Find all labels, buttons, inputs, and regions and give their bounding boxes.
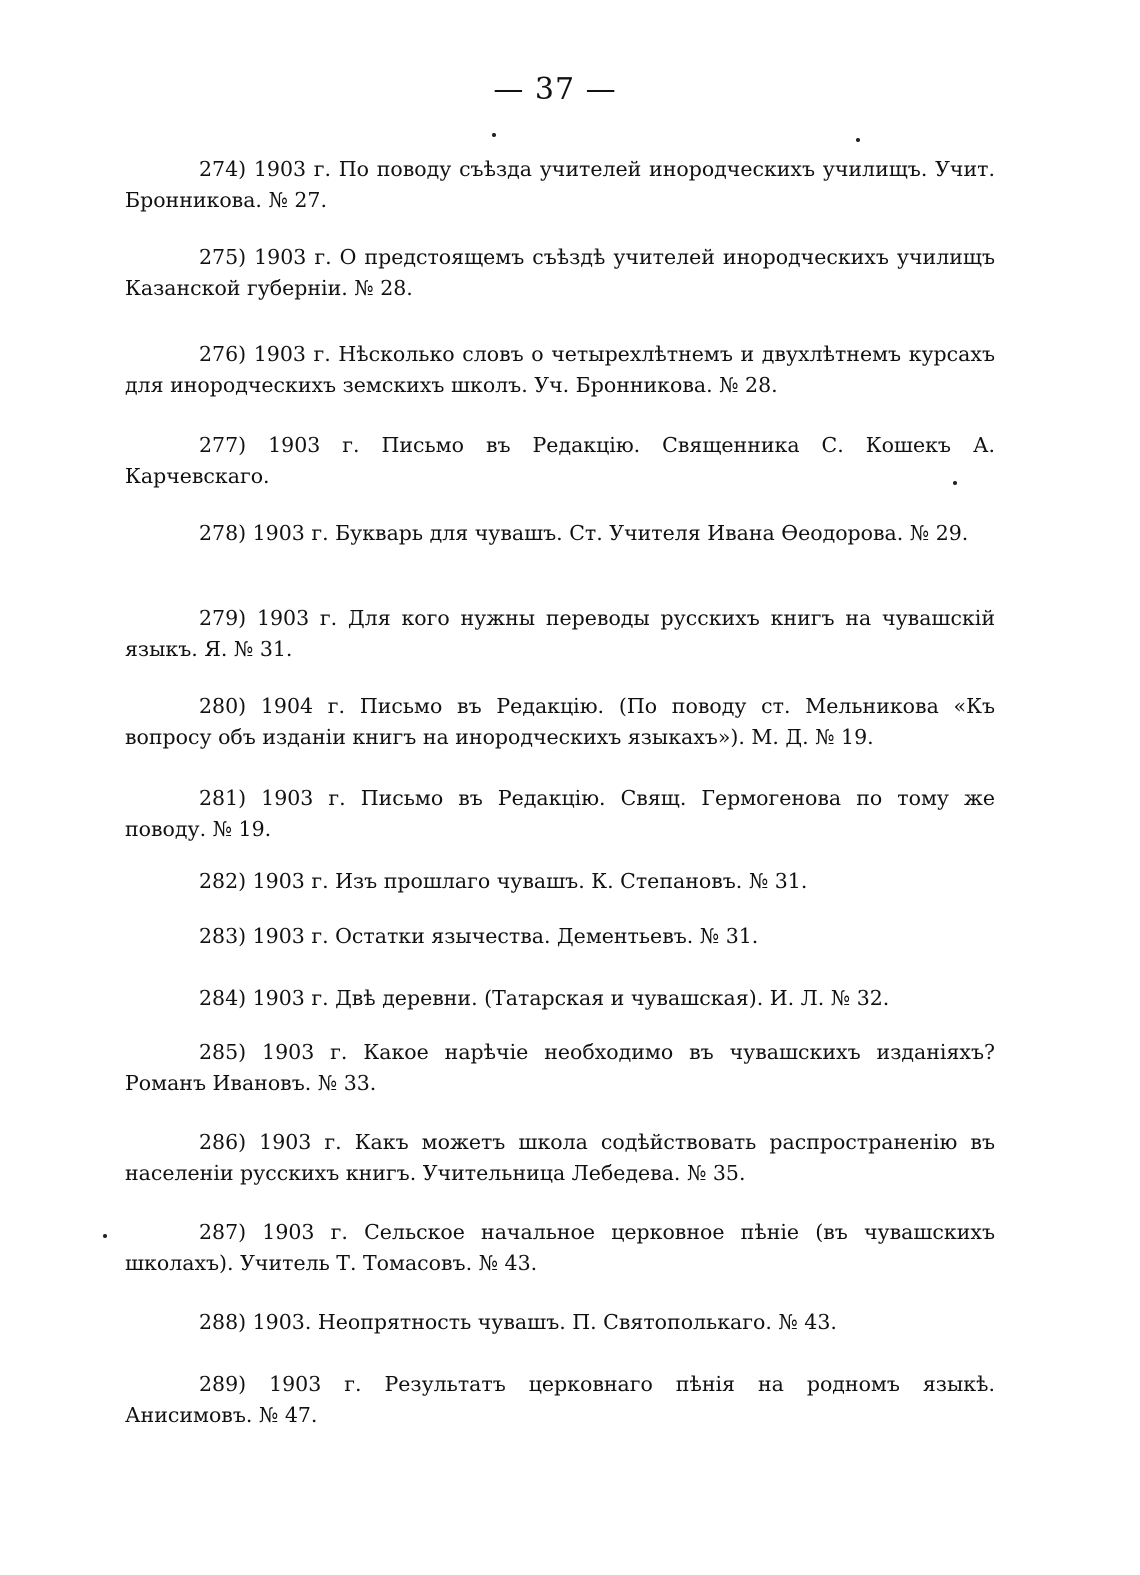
- bibliography-entry-282: 282) 1903 г. Изъ прошлаго чувашъ. К. Степановъ. № 31.: [199, 869, 808, 893]
- bibliography-entry-276: 276) 1903 г. Нѣсколько словъ о четырехлѣтнемъ и двухлѣтнемъ курсахъ для инородческихъ земскихъ школъ. Уч. Бронникова. № 28.: [125, 342, 995, 397]
- bibliography-entry-289: 289) 1903 г. Результатъ церковнаго пѣнія на родномъ языкѣ. Анисимовъ. № 47.: [125, 1372, 995, 1427]
- bibliography-entry-279: 279) 1903 г. Для кого нужны переводы русскихъ книгъ на чувашскій языкъ. Я. № 31.: [125, 606, 995, 661]
- page-number: — 37 —: [493, 72, 617, 107]
- bibliography-entry-278: 278) 1903 г. Букварь для чувашъ. Ст. Учителя Ивана Ѳеодорова. № 29.: [199, 521, 969, 545]
- bibliography-entry-285: 285) 1903 г. Какое нарѣчіе необходимо въ чувашскихъ изданіяхъ? Романъ Ивановъ. № 33.: [125, 1040, 995, 1095]
- bibliography-entry-287: 287) 1903 г. Сельское начальное церковное пѣніе (въ чувашскихъ школахъ). Учитель Т. Томасовъ. № 43.: [125, 1220, 995, 1275]
- bibliography-entry-274: 274) 1903 г. По поводу съѣзда учителей инородческихъ училищъ. Учит. Бронникова. № 27.: [125, 157, 995, 212]
- bibliography-entry-283: 283) 1903 г. Остатки язычества. Дементьевъ. № 31.: [199, 924, 759, 948]
- bibliography-entry-281: 281) 1903 г. Письмо въ Редакцію. Свящ. Гермогенова по тому же поводу. № 19.: [125, 786, 995, 841]
- bibliography-entry-286: 286) 1903 г. Какъ можетъ школа содѣйствовать распространенію въ населеніи русскихъ книгъ. Учительница Лебедева. № 35.: [125, 1130, 995, 1185]
- bibliography-entry-284: 284) 1903 г. Двѣ деревни. (Татарская и чувашская). И. Л. № 32.: [199, 986, 890, 1010]
- bibliography-entry-275: 275) 1903 г. О предстоящемъ съѣздѣ учителей инородческихъ училищъ Казанской губерніи. № 28.: [125, 245, 995, 300]
- print-speck: [856, 138, 860, 142]
- bibliography-entry-277: 277) 1903 г. Письмо въ Редакцію. Священника С. Кошекъ А. Карчевскаго.: [125, 433, 995, 488]
- bibliography-entry-280: 280) 1904 г. Письмо въ Редакцію. (По поводу ст. Мельникова «Къ вопросу объ изданіи книгъ на инородческихъ языкахъ»). М. Д. № 19.: [125, 694, 995, 749]
- print-speck: [492, 133, 496, 137]
- print-speck: [103, 1234, 107, 1238]
- bibliography-entry-288: 288) 1903. Неопрятность чувашъ. П. Святополькаго. № 43.: [199, 1310, 837, 1334]
